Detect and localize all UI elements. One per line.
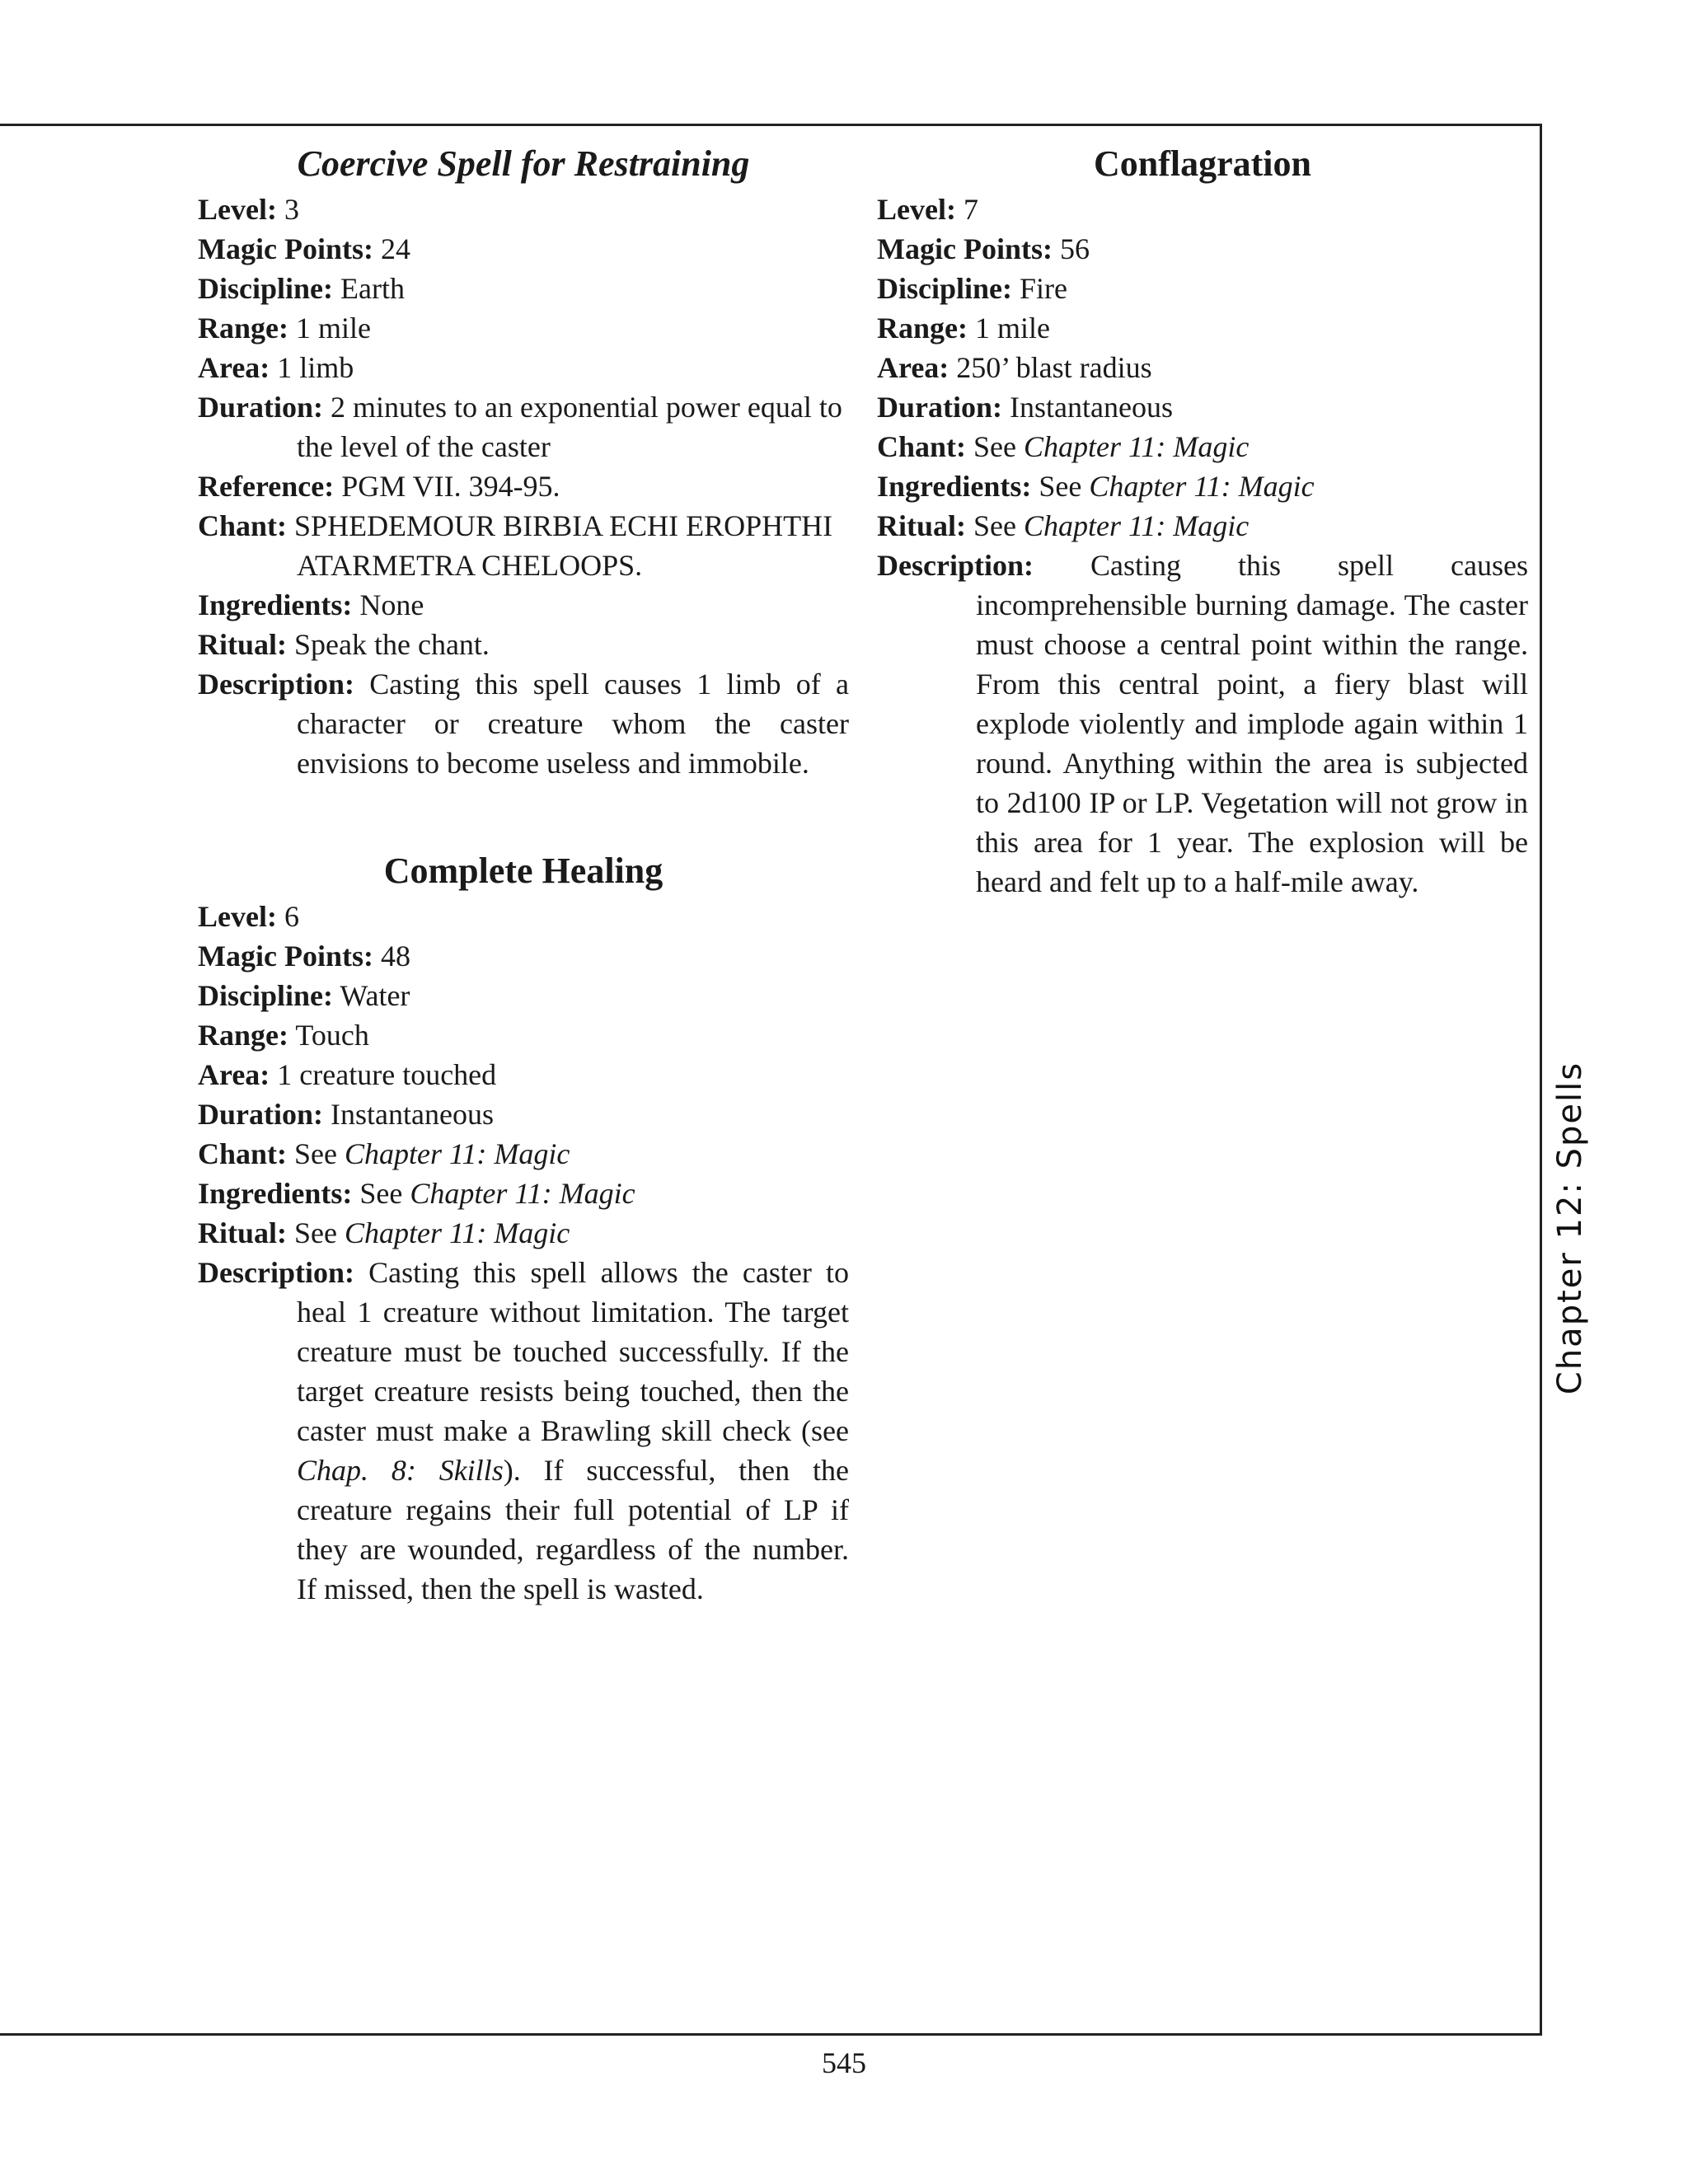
- field-value: ). If successful, then the creature regains their full potential of LP if they are wounded, regardless of the number. If missed, then the spell is wasted.: [297, 1454, 849, 1605]
- field-label: Ritual:: [877, 509, 966, 542]
- field-label: Ingredients:: [198, 1177, 353, 1210]
- field-value-prefix: See: [1039, 470, 1090, 503]
- field-value: PGM VII. 394-95.: [341, 470, 560, 503]
- field-label: Description:: [198, 1256, 354, 1289]
- field-value: Water: [340, 979, 410, 1012]
- field-magic-points: [877, 229, 1528, 269]
- field-ritual: [198, 625, 849, 664]
- field-label: Area:: [198, 1058, 270, 1091]
- field-value: 7: [963, 193, 978, 226]
- chapter-reference: Chapter 11: Magic: [410, 1177, 635, 1210]
- field-value: Touch: [295, 1019, 369, 1052]
- spell-entry-complete-healing: [198, 847, 849, 1609]
- field-description: [198, 1253, 849, 1609]
- field-label: Magic Points:: [877, 232, 1053, 265]
- field-discipline: [877, 269, 1528, 308]
- field-description: [877, 546, 1528, 902]
- field-label: Range:: [198, 1019, 288, 1052]
- chapter-reference: Chapter 11: Magic: [345, 1137, 570, 1170]
- field-value: Fire: [1020, 272, 1068, 305]
- field-label: Discipline:: [198, 272, 334, 305]
- spell-title: Coercive Spell for Restraining: [297, 143, 750, 184]
- right-column: [877, 140, 1528, 966]
- spell-entry-coercive: [198, 140, 849, 783]
- field-value: SPHEDEMOUR BIRBIA ECHI EROPHTHI ATARMETRA CHELOOPS.: [294, 509, 833, 582]
- field-duration: [198, 1094, 849, 1134]
- field-discipline: [198, 269, 849, 308]
- field-value-prefix: See: [973, 509, 1024, 542]
- field-value: 3: [284, 193, 299, 226]
- field-value: 1 mile: [975, 312, 1050, 344]
- field-value-prefix: See: [294, 1137, 345, 1170]
- field-level: [198, 190, 849, 229]
- field-chant: [198, 1134, 849, 1174]
- field-label: Duration:: [198, 1098, 323, 1131]
- field-reference: [198, 466, 849, 506]
- field-ritual: [877, 506, 1528, 546]
- field-label: Chant:: [198, 509, 288, 542]
- field-value: 1 creature touched: [277, 1058, 497, 1091]
- field-area: [198, 1055, 849, 1094]
- field-label: Area:: [198, 351, 270, 384]
- field-value: 1 limb: [277, 351, 354, 384]
- field-chant: [877, 427, 1528, 466]
- field-label: Ingredients:: [877, 470, 1032, 503]
- field-value: 250’ blast radius: [956, 351, 1152, 384]
- spell-entry-conflagration: [877, 140, 1528, 902]
- field-value: None: [359, 588, 424, 621]
- field-ritual: [198, 1213, 849, 1253]
- field-label: Magic Points:: [198, 232, 373, 265]
- field-label: Ingredients:: [198, 588, 353, 621]
- field-value: Earth: [340, 272, 405, 305]
- field-value: 56: [1059, 232, 1090, 265]
- field-label: Discipline:: [198, 979, 334, 1012]
- field-label: Duration:: [877, 391, 1002, 424]
- field-label: Area:: [877, 351, 950, 384]
- field-description: [198, 664, 849, 783]
- field-label: Duration:: [198, 391, 323, 424]
- field-value: Casting this spell allows the caster to heal 1 creature without limitation. The target creature must be touched successfully. If the target creature resists being touched, then the caster must make a Brawling skill check (see: [297, 1256, 850, 1447]
- field-label: Chant:: [198, 1137, 288, 1170]
- field-area: [198, 348, 849, 387]
- field-label: Description:: [198, 668, 354, 701]
- field-value-prefix: See: [294, 1216, 345, 1249]
- field-value: Speak the chant.: [294, 628, 490, 661]
- field-range: [198, 1015, 849, 1055]
- spell-title: Conflagration: [1094, 143, 1311, 184]
- field-discipline: [198, 976, 849, 1015]
- field-range: [877, 308, 1528, 348]
- field-ingredients: [198, 585, 849, 625]
- field-ingredients: [198, 1174, 849, 1213]
- field-value-prefix: See: [973, 430, 1025, 463]
- field-label: Ritual:: [198, 628, 287, 661]
- field-value: 24: [380, 232, 410, 265]
- field-label: Magic Points:: [198, 940, 373, 972]
- field-value: Casting this spell causes incomprehensible burning damage. The caster must choose a central point within the range. From this central point, a fiery blast will explode violently and implode again within 1 round. Anything within the area is subjected to 2d100 IP or LP. Vegetation will not grow in this area for 1 year. The explosion will be heard and felt up to a half-mile away.: [976, 549, 1528, 898]
- page-number: 545: [822, 2046, 866, 2079]
- chapter-reference: Chapter 11: Magic: [344, 1216, 570, 1249]
- field-value: Casting this spell causes 1 limb of a character or creature whom the caster envisions to become useless and immobile.: [297, 668, 850, 780]
- field-value: 2 minutes to an exponential power equal to the level of the caster: [297, 391, 842, 463]
- field-area: [877, 348, 1528, 387]
- field-value: 1 mile: [296, 312, 371, 344]
- field-level: [877, 190, 1528, 229]
- field-label: Description:: [877, 549, 1034, 582]
- field-ingredients: [877, 466, 1528, 506]
- field-label: Discipline:: [877, 272, 1013, 305]
- spell-title: Complete Healing: [383, 851, 663, 891]
- chapter-reference: Chap. 8: Skills: [297, 1454, 504, 1487]
- field-duration: [877, 387, 1528, 427]
- field-value-prefix: See: [359, 1177, 410, 1210]
- field-label: Reference:: [198, 470, 335, 503]
- field-value: 6: [284, 900, 299, 933]
- chapter-reference: Chapter 11: Magic: [1024, 430, 1250, 463]
- field-label: Chant:: [877, 430, 967, 463]
- left-column: [198, 140, 849, 1673]
- field-label: Ritual:: [198, 1216, 287, 1249]
- field-duration: [198, 387, 849, 466]
- field-magic-points: [198, 936, 849, 976]
- field-level: [198, 897, 849, 936]
- chapter-reference: Chapter 11: Magic: [1023, 509, 1250, 542]
- field-value: Instantaneous: [331, 1098, 494, 1131]
- chapter-side-tab: Chapter 12: Spells: [1551, 1061, 1589, 1395]
- field-value: 48: [380, 940, 410, 972]
- field-value: Instantaneous: [1010, 391, 1173, 424]
- field-label: Level:: [198, 900, 277, 933]
- field-label: Level:: [198, 193, 277, 226]
- field-chant: [198, 506, 849, 585]
- field-label: Range:: [198, 312, 288, 344]
- chapter-reference: Chapter 11: Magic: [1089, 470, 1315, 503]
- field-range: [198, 308, 849, 348]
- field-magic-points: [198, 229, 849, 269]
- field-label: Range:: [877, 312, 968, 344]
- field-label: Level:: [877, 193, 956, 226]
